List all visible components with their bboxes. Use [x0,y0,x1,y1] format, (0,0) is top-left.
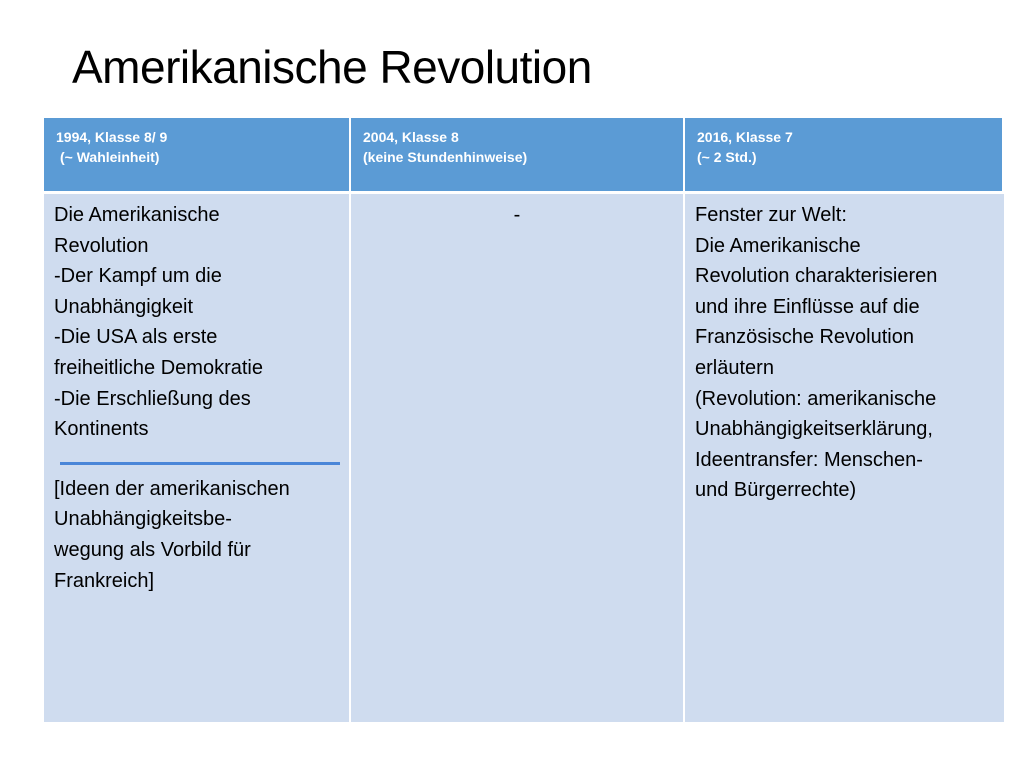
cell-2016-line: Die Amerikanische [695,234,861,257]
cell-2016-line: Unabhängigkeitserklärung, [695,418,933,441]
cell-2016-line: und ihre Einflüsse auf die [695,295,920,318]
cell-1994-bracket-line: wegung als Vorbild für [54,538,251,561]
cell-1994-line: freiheitliche Demokratie [54,356,263,379]
cell-2016-line: Fenster zur Welt: [695,204,847,226]
header-cell-2004 [351,118,685,194]
cell-2016-line: und Bürgerrechte) [695,479,857,502]
cell-1994-line: -Die USA als erste [54,326,218,349]
cell-2016-line: Französische Revolution [695,326,914,349]
header-1994-year: 1994, Klasse 8/ 9 [56,129,168,145]
cell-2016-line: (Revolution: amerikanische [695,387,937,410]
cell-2016-line: Revolution charakterisieren [695,265,938,288]
slide-title: Amerikanische Revolution [72,41,592,93]
divider-line [60,462,340,465]
curriculum-table [44,118,1004,722]
body-cell-1994 [44,194,351,722]
cell-2016-line: Ideentransfer: Menschen- [695,448,923,471]
cell-1994-bracket-line: Unabhängigkeitsbe- [54,508,232,531]
header-2016-year: 2016, Klasse 7 [697,129,793,145]
cell-1994-line: Revolution [54,234,149,257]
header-2004-note: (keine Stundenhinweise) [363,149,528,165]
cell-1994-line: -Der Kampf um die [54,265,222,288]
cell-2004-dash: - [513,204,521,226]
cell-1994-line: Unabhängigkeit [54,295,193,318]
header-1994-note: (~ Wahleinheit) [60,149,160,165]
cell-2016-line: erläutern [695,356,774,379]
body-cell-2016 [685,194,1004,722]
cell-1994-line: Kontinents [54,418,149,441]
header-2004-year: 2004, Klasse 8 [363,129,459,145]
header-cell-2016 [685,118,1004,194]
cell-1994-line: -Die Erschließung des [54,387,251,410]
cell-1994-bracket-line: [Ideen der amerikanischen [54,477,290,500]
cell-1994-bracket-line: Frankreich] [54,569,155,592]
body-cell-2004 [351,194,685,722]
header-cell-1994 [44,118,351,194]
cell-1994-line: Die Amerikanische [54,204,220,226]
header-2016-note: (~ 2 Std.) [697,149,757,165]
